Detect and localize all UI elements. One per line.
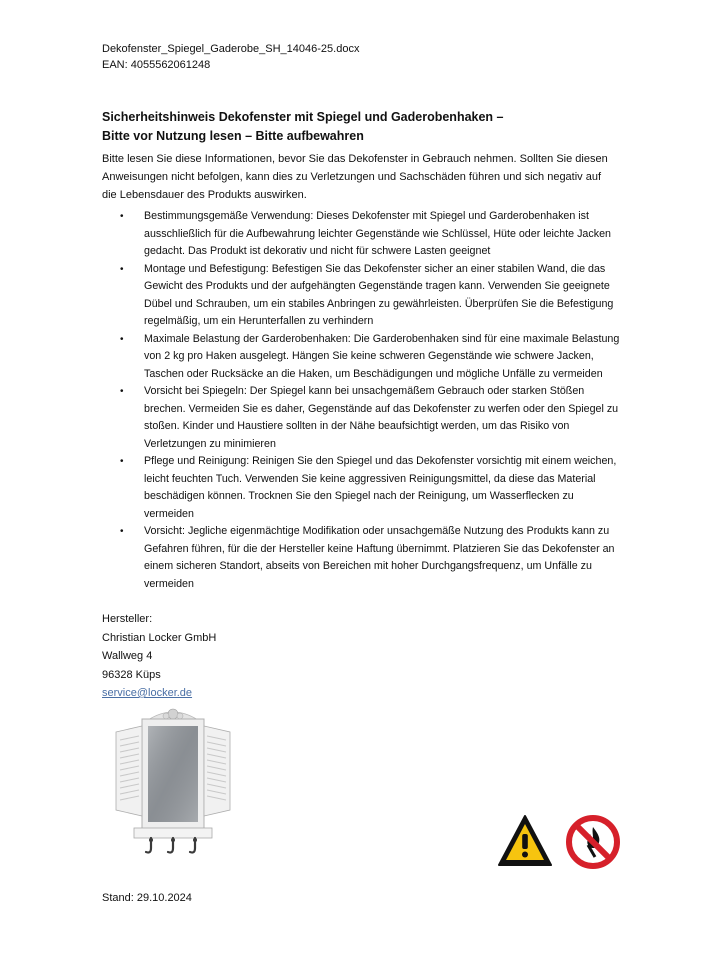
list-item-text: Montage und Befestigung: Befestigen Sie das Dekofenster sicher an einer stabilen Wand, die das Gewicht des Produkts und der aufgehängten Gegenstände tragen kann. Verwenden Sie geeignete Dübel und Schrauben, um ein stabiles Anbringen zu gewährleisten. Überprüfen Sie die Befestigung regelmäßig, um ein Herunterfallen zu verhindern bbox=[144, 262, 614, 327]
list-item bbox=[102, 331, 622, 384]
list-item bbox=[102, 523, 622, 593]
safety-instructions-list bbox=[102, 208, 622, 593]
bullet-marker: • bbox=[120, 263, 124, 275]
no-open-flame-icon bbox=[565, 814, 621, 870]
document-header bbox=[102, 41, 359, 73]
bullet-marker: • bbox=[120, 526, 124, 537]
title-line-2: Bitte vor Nutzung lesen – Bitte aufbewahren bbox=[102, 129, 364, 143]
document-title bbox=[102, 108, 622, 146]
list-item bbox=[102, 453, 622, 523]
product-photo bbox=[112, 706, 234, 860]
list-item-text: Pflege und Reinigung: Reinigen Sie den Spiegel und das Dekofenster vorsichtig mit einem weichen, leicht feuchten Tuch. Verwenden Sie keine aggressiven Reinigungsmittel, da diese das Material beschädigen können. Trocknen Sie den Spiegel nach der Reinigung, um Wasserflecken zu vermeiden bbox=[144, 455, 617, 520]
manufacturer-company: Christian Locker GmbH bbox=[102, 631, 217, 644]
ean-number: EAN: 4055562061248 bbox=[102, 59, 211, 71]
list-item-text: Maximale Belastung der Garderobenhaken: Die Garderobenhaken sind für eine maximale Belastung von 2 kg pro Haken ausgelegt. Hängen Sie keine schweren Gegenstände wie schwere Jacken, Taschen oder Rucksäcke an die Haken, um Beschädigungen und mögliche Unfälle zu vermeiden bbox=[144, 332, 620, 380]
bullet-marker: • bbox=[120, 386, 124, 397]
list-item bbox=[102, 208, 622, 261]
manufacturer-street: Wallweg 4 bbox=[102, 650, 153, 662]
warning-triangle-icon bbox=[497, 814, 553, 868]
list-item-text: Vorsicht bei Spiegeln: Der Spiegel kann bei unsachgemäßem Gebrauch oder starken Stößen brechen. Vermeiden Sie es daher, Gegenstände auf das Dekofenster zu werfen oder den Spiegel zu stoßen. Kinder und Haustiere sollten in der Nähe beaufsichtigt werden, um das Risiko von Verletzungen zu minimieren bbox=[144, 385, 619, 450]
manufacturer-city: 96328 Küps bbox=[102, 668, 161, 681]
bullet-marker: • bbox=[120, 211, 124, 222]
manufacturer-label: Hersteller: bbox=[102, 613, 153, 625]
manufacturer-block bbox=[102, 610, 216, 703]
document-filename: Dekofenster_Spiegel_Gaderobe_SH_14046-25.docx bbox=[102, 43, 360, 55]
list-item bbox=[102, 261, 622, 331]
intro-paragraph: Bitte lesen Sie diese Informationen, bevor Sie das Dekofenster in Gebrauch nehmen. Sollten Sie diesen Anweisungen nicht befolgen, kann dies zu Verletzungen und Sachschäden führen und sich negativ auf die Lebensdauer des Produkts auswirken. bbox=[102, 153, 608, 201]
list-item bbox=[102, 383, 622, 453]
title-line-1: Sicherheitshinweis Dekofenster mit Spiegel und Gaderobenhaken – bbox=[102, 110, 504, 124]
list-item-text: Bestimmungsgemäße Verwendung: Dieses Dekofenster mit Spiegel und Garderobenhaken ist ausschließlich für die Aufbewahrung leichter Gegenstände wie Schlüssel, Hüte oder leichte Jacken gedacht. Das Produkt ist dekorativ und nicht für schwere Lasten geeignet bbox=[144, 210, 611, 257]
footer-date: Stand: 29.10.2024 bbox=[102, 892, 192, 904]
bullet-marker: • bbox=[120, 333, 124, 345]
list-item-text: Vorsicht: Jegliche eigenmächtige Modifikation oder unsachgemäße Nutzung des Produkts kann zu Gefahren führen, für die der Hersteller keine Haftung übernimmt. Platzieren Sie das Dekofenster an einem sicheren Standort, abseits von Bereichen mit hoher Durchgangsfrequenz, um Unfälle zu vermeiden bbox=[144, 525, 615, 590]
bullet-marker: • bbox=[120, 456, 124, 467]
manufacturer-email-link[interactable]: service@locker.de bbox=[102, 687, 193, 699]
